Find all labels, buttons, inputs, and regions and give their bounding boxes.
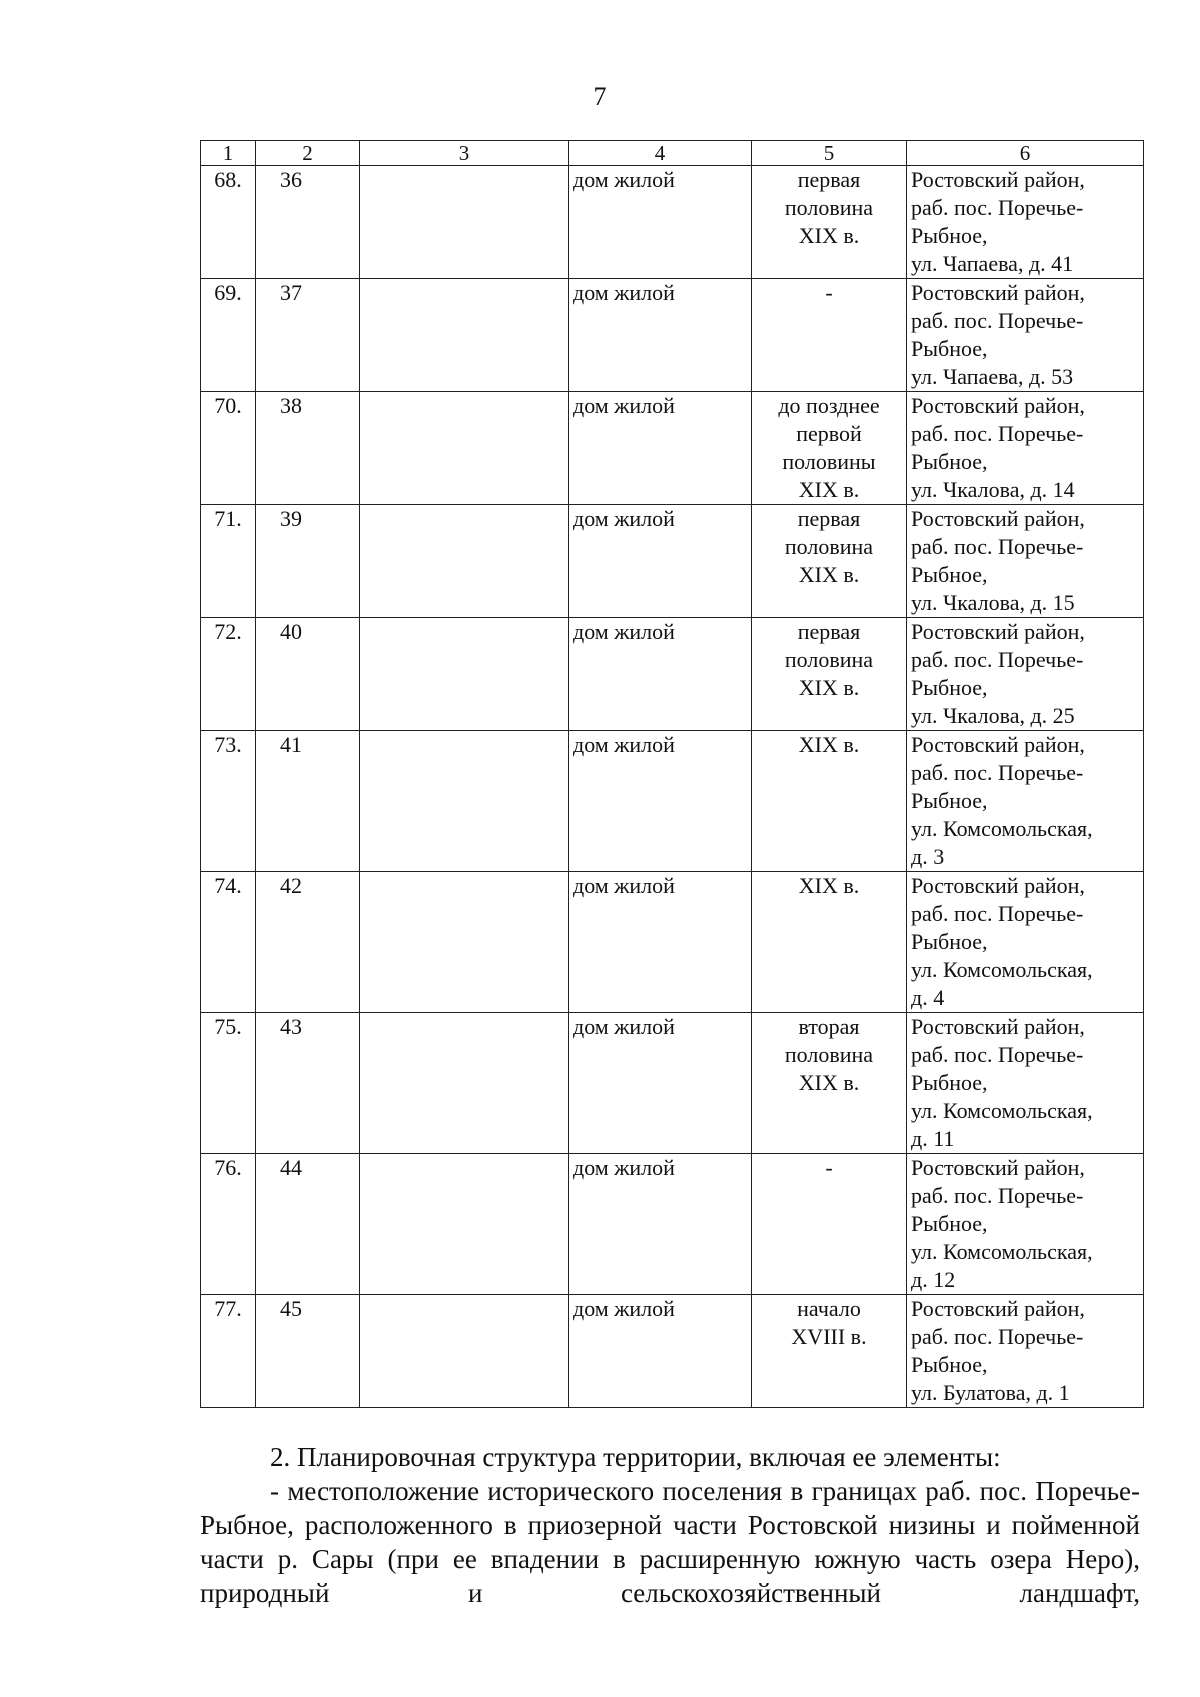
dating-line: XIX в. [798, 477, 860, 502]
object-name-cell [360, 1154, 569, 1295]
dating-line: половины [782, 449, 876, 474]
address-line: ул. Чкалова, д. 25 [911, 703, 1075, 728]
object-id-cell: 45 [256, 1295, 360, 1408]
address-cell [907, 505, 1144, 618]
table-row [201, 872, 1144, 1013]
table-row [201, 731, 1144, 872]
object-type-cell: дом жилой [569, 279, 752, 392]
section-paragraph: - местоположение исторического поселения в границах раб. пос. Поречье-Рыбное, расположенного в приозерной части Ростовской низины и пойменной части р. Сары (при ее впадении в расширенную южную часть озера Неро), природный и сельскохозяйственный ландшафт, [200, 1476, 1140, 1608]
address-line: ул. Комсомольская, [911, 1239, 1093, 1264]
row-number-cell: 73. [201, 731, 256, 872]
address-line: Рыбное, [911, 336, 988, 361]
dating-line: первая [797, 506, 861, 531]
address-line: ул. Комсомольская, [911, 816, 1093, 841]
address-line: Ростовский район, [911, 873, 1085, 898]
address-line: ул. Чкалова, д. 14 [911, 477, 1075, 502]
table-row [201, 392, 1144, 505]
address-line: Рыбное, [911, 1211, 988, 1236]
header-col-3: 3 [360, 141, 569, 166]
dating-cell [752, 392, 907, 505]
address-line: Рыбное, [911, 449, 988, 474]
address-line: Рыбное, [911, 223, 988, 248]
dating-line: половина [784, 195, 874, 220]
header-col-6: 6 [907, 141, 1144, 166]
address-line: ул. Булатова, д. 1 [911, 1380, 1070, 1405]
row-number-cell: 74. [201, 872, 256, 1013]
address-line: д. 12 [911, 1267, 956, 1292]
header-col-1: 1 [201, 141, 256, 166]
object-type-cell: дом жилой [569, 1295, 752, 1408]
object-id-cell: 39 [256, 505, 360, 618]
object-name-cell [360, 279, 569, 392]
object-type-cell: дом жилой [569, 618, 752, 731]
header-col-5: 5 [752, 141, 907, 166]
address-line: раб. пос. Поречье- [911, 1042, 1084, 1067]
object-name-cell [360, 1295, 569, 1408]
dating-line: XIX в. [798, 873, 860, 898]
dating-line: первая [797, 167, 861, 192]
address-cell [907, 1013, 1144, 1154]
dating-line: половина [784, 1042, 874, 1067]
address-line: ул. Чапаева, д. 41 [911, 251, 1074, 276]
object-id-cell: 37 [256, 279, 360, 392]
address-line: ул. Комсомольская, [911, 957, 1093, 982]
dating-line: XIX в. [798, 732, 860, 757]
address-line: Ростовский район, [911, 280, 1085, 305]
heritage-objects-table [200, 140, 1144, 1408]
address-line: раб. пос. Поречье- [911, 534, 1084, 559]
address-line: раб. пос. Поречье- [911, 647, 1084, 672]
address-line: раб. пос. Поречье- [911, 760, 1084, 785]
object-id-cell: 44 [256, 1154, 360, 1295]
object-name-cell [360, 505, 569, 618]
address-line: раб. пос. Поречье- [911, 901, 1084, 926]
object-name-cell [360, 166, 569, 279]
address-cell [907, 1154, 1144, 1295]
dating-line: - [825, 280, 833, 305]
dating-cell [752, 731, 907, 872]
section-heading: 2. Планировочная структура территории, включая ее элементы: [270, 1442, 1001, 1472]
dating-line: XVIII в. [791, 1324, 867, 1349]
address-line: раб. пос. Поречье- [911, 1183, 1084, 1208]
address-line: Ростовский район, [911, 167, 1085, 192]
header-col-4: 4 [569, 141, 752, 166]
object-type-cell: дом жилой [569, 731, 752, 872]
address-line: Ростовский район, [911, 393, 1085, 418]
dating-line: XIX в. [798, 1070, 860, 1095]
section-text [200, 1440, 1140, 1610]
address-cell [907, 872, 1144, 1013]
row-number-cell: 70. [201, 392, 256, 505]
address-line: д. 3 [911, 844, 945, 869]
page-number: 7 [593, 82, 607, 111]
object-id-cell: 38 [256, 392, 360, 505]
dating-line: половина [784, 647, 874, 672]
dating-cell [752, 1013, 907, 1154]
address-line: Ростовский район, [911, 1155, 1085, 1180]
address-line: ул. Чкалова, д. 15 [911, 590, 1075, 615]
table-row [201, 618, 1144, 731]
table-row [201, 279, 1144, 392]
dating-line: начало [797, 1296, 861, 1321]
address-cell [907, 1295, 1144, 1408]
dating-cell [752, 872, 907, 1013]
object-id-cell: 36 [256, 166, 360, 279]
row-number-cell: 68. [201, 166, 256, 279]
dating-line: половина [784, 534, 874, 559]
object-type-cell: дом жилой [569, 1013, 752, 1154]
table-row [201, 1154, 1144, 1295]
object-id-cell: 42 [256, 872, 360, 1013]
dating-line: XIX в. [798, 223, 860, 248]
address-cell [907, 166, 1144, 279]
address-line: Ростовский район, [911, 732, 1085, 757]
object-type-cell: дом жилой [569, 872, 752, 1013]
dating-line: до позднее [778, 393, 880, 418]
dating-cell [752, 1154, 907, 1295]
address-line: д. 4 [911, 985, 945, 1010]
table-header [201, 141, 1144, 166]
address-line: раб. пос. Поречье- [911, 1324, 1084, 1349]
header-col-2: 2 [256, 141, 360, 166]
address-cell [907, 618, 1144, 731]
dating-cell [752, 505, 907, 618]
dating-cell [752, 618, 907, 731]
object-name-cell [360, 872, 569, 1013]
address-line: Ростовский район, [911, 1014, 1085, 1039]
row-number-cell: 71. [201, 505, 256, 618]
object-name-cell [360, 392, 569, 505]
dating-line: - [825, 1155, 833, 1180]
row-number-cell: 69. [201, 279, 256, 392]
address-line: раб. пос. Поречье- [911, 308, 1084, 333]
address-line: Рыбное, [911, 1070, 988, 1095]
object-name-cell [360, 731, 569, 872]
dating-cell [752, 166, 907, 279]
object-type-cell: дом жилой [569, 505, 752, 618]
dating-line: первая [797, 619, 861, 644]
address-cell [907, 731, 1144, 872]
row-number-cell: 76. [201, 1154, 256, 1295]
address-line: Ростовский район, [911, 619, 1085, 644]
object-type-cell: дом жилой [569, 1154, 752, 1295]
table-row [201, 505, 1144, 618]
table-body [201, 166, 1144, 1408]
address-line: Рыбное, [911, 562, 988, 587]
address-line: раб. пос. Поречье- [911, 421, 1084, 446]
object-id-cell: 43 [256, 1013, 360, 1154]
address-cell [907, 392, 1144, 505]
address-line: Рыбное, [911, 1352, 988, 1377]
object-name-cell [360, 618, 569, 731]
dating-line: первой [796, 421, 862, 446]
dating-cell [752, 1295, 907, 1408]
row-number-cell: 77. [201, 1295, 256, 1408]
address-line: д. 11 [911, 1126, 955, 1151]
address-line: Рыбное, [911, 788, 988, 813]
object-name-cell [360, 1013, 569, 1154]
address-line: Рыбное, [911, 675, 988, 700]
address-cell [907, 279, 1144, 392]
object-id-cell: 41 [256, 731, 360, 872]
dating-line: XIX в. [798, 562, 860, 587]
table-row [201, 1013, 1144, 1154]
address-line: ул. Комсомольская, [911, 1098, 1093, 1123]
address-line: ул. Чапаева, д. 53 [911, 364, 1074, 389]
address-line: Рыбное, [911, 929, 988, 954]
row-number-cell: 72. [201, 618, 256, 731]
table-header-row [201, 141, 1144, 166]
dating-line: XIX в. [798, 675, 860, 700]
address-line: Ростовский район, [911, 506, 1085, 531]
table-row [201, 166, 1144, 279]
object-type-cell: дом жилой [569, 392, 752, 505]
table-row [201, 1295, 1144, 1408]
object-id-cell: 40 [256, 618, 360, 731]
address-line: раб. пос. Поречье- [911, 195, 1084, 220]
dating-cell [752, 279, 907, 392]
object-type-cell: дом жилой [569, 166, 752, 279]
row-number-cell: 75. [201, 1013, 256, 1154]
dating-line: вторая [798, 1014, 860, 1039]
address-line: Ростовский район, [911, 1296, 1085, 1321]
